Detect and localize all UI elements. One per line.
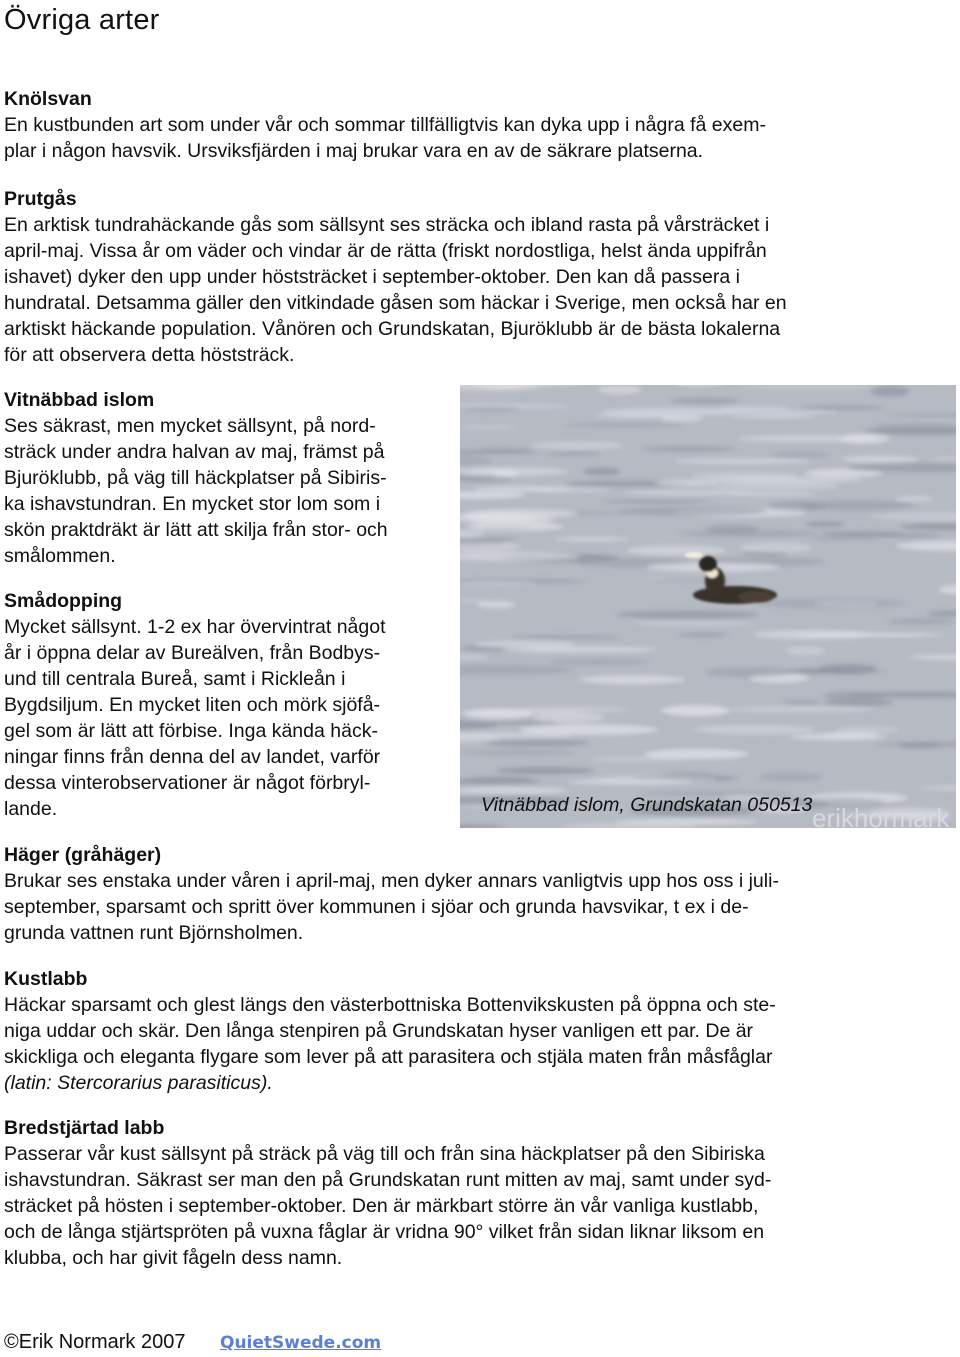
wave-highlight — [655, 480, 718, 486]
wave-highlight — [895, 497, 934, 501]
body-line: ishavet) dyker den upp under höststräcket i september-oktober. Den kan då passera i — [4, 266, 740, 288]
body-line: Passerar vår kust sällsynt på sträck på väg till och från sina häckplatser på den Sibiriska — [4, 1143, 765, 1165]
section-smadopping — [4, 588, 454, 822]
wave-highlight — [594, 414, 680, 417]
body-line: Mycket sällsynt. 1-2 ex har övervintrat något — [4, 616, 386, 638]
latin-name-line: (latin: Stercorarius parasiticus). — [4, 1072, 273, 1094]
body-line: niga uddar och skär. Den långa stenpiren på Grundskatan hyser vanligen ett par. De är — [4, 1020, 754, 1042]
section-heading: Bredstjärtad labb — [4, 1117, 165, 1139]
wave-highlight — [800, 405, 884, 410]
body-line: klubba, och har givit fågeln dess namn. — [4, 1247, 343, 1269]
wave-highlight — [661, 705, 730, 716]
section-kustlabb — [4, 966, 954, 1096]
body-line: ka ishavstundran. En mycket stor lom som i — [4, 493, 381, 515]
wave-highlight — [618, 507, 768, 516]
wave-highlight — [897, 742, 941, 749]
water-scene — [460, 385, 956, 828]
photo-caption: Vitnäbbad islom, Grundskatan 050513 — [481, 794, 813, 816]
wave-highlight — [756, 598, 906, 608]
wave-highlight — [674, 459, 811, 464]
wave-highlight — [799, 500, 915, 510]
wave-highlight — [460, 751, 576, 754]
section-prutgas — [4, 186, 954, 368]
section-vitnabbad-islom — [4, 387, 454, 569]
wave-highlight — [616, 610, 759, 618]
wave-highlight — [580, 675, 685, 684]
wave-highlight — [511, 635, 620, 639]
body-line: plar i någon havsvik. Ursviksfjärden i maj brukar vara en av de säkrare platserna. — [4, 140, 704, 162]
body-line: april-maj. Vissa år om väder och vindar är de rätta (friskt nordostliga, helst ända uppifrån — [4, 240, 767, 262]
body-line: lande. — [4, 798, 58, 820]
body-line: skickliga och eleganta flygare som lever på att parasitera och stjäla maten från måsfåglar — [4, 1046, 773, 1068]
wave-highlight — [670, 397, 740, 404]
body-line: gel som är lätt att förbise. Inga kända häck- — [4, 720, 378, 742]
loon-photo — [460, 385, 956, 828]
section-heading: Vitnäbbad islom — [4, 389, 155, 411]
wave-highlight — [531, 441, 624, 449]
wave-highlight — [602, 500, 709, 503]
body-line: Bygdsiljum. En mycket liten och mörk sjöfå- — [4, 694, 381, 716]
section-heading: Häger (gråhäger) — [4, 844, 162, 866]
section-heading: Kustlabb — [4, 968, 88, 990]
wave-highlight — [460, 426, 517, 429]
wave-highlight — [739, 385, 881, 388]
wave-highlight — [460, 476, 512, 483]
wave-highlight — [547, 451, 601, 455]
body-line: Ses säkrast, men mycket sällsynt, på nord- — [4, 415, 376, 437]
wave-highlight — [810, 536, 881, 540]
wave-highlight — [720, 406, 789, 410]
body-line: En arktisk tundrahäckande gås som sällsynt ses sträcka och ibland rasta på vårsträcket i — [4, 214, 770, 236]
body-line: sträck under andra halvan av maj, främst på — [4, 441, 385, 463]
body-line: sträcket på hösten i september-oktober. Den är märkbart större än vår vanliga kustlabb, — [4, 1195, 759, 1217]
wave-highlight — [727, 492, 816, 496]
wave-highlight — [495, 767, 594, 774]
wave-highlight — [705, 667, 793, 677]
section-heading: Smådopping — [4, 590, 123, 612]
body-line: smålommen. — [4, 545, 116, 567]
wave-highlight — [464, 509, 577, 518]
photo-watermark: erikhormark — [812, 803, 950, 828]
wave-highlight — [730, 415, 814, 419]
wave-highlight — [517, 706, 629, 712]
wave-highlight — [870, 386, 910, 396]
page-title: Övriga arter — [4, 4, 160, 36]
body-line: grunda vattnen runt Björnsholmen. — [4, 922, 304, 944]
wave-highlight — [566, 423, 684, 427]
body-line: Häckar sparsamt och glest längs den västerbottniska Bottenvikskusten på öppna och ste- — [4, 994, 776, 1016]
section-heading: Knölsvan — [4, 88, 92, 110]
section-knolsvan — [4, 86, 954, 164]
wave-highlight — [824, 732, 876, 738]
footer-copyright: ©Erik Normark 2007 — [4, 1331, 186, 1353]
wave-highlight — [533, 712, 606, 722]
wave-highlight — [821, 531, 904, 536]
body-line: och de långa stjärtspröten på vuxna fåglar är vridna 90° vilket från sidan liknar liksom en — [4, 1221, 765, 1243]
wave-highlight — [474, 641, 574, 648]
wave-highlight — [709, 476, 863, 483]
body-line: arktiskt häckande population. Vånören och Grundskatan, Bjuröklubb är de bästa lokalerna — [4, 318, 781, 340]
wave-highlight — [642, 446, 736, 451]
wave-highlight — [784, 700, 822, 705]
body-line: september, sparsamt och spritt över kommunen i sjöar och grunda havsvikar, t ex i de- — [4, 896, 749, 918]
wave-highlight — [738, 435, 877, 442]
body-line: und till centrala Bureå, samt i Rickleån i — [4, 668, 346, 690]
body-line: hundratal. Detsamma gäller den vitkindade gåsen som häckar i Sverige, men också har en — [4, 292, 787, 314]
wave-highlight — [465, 708, 534, 718]
wave-highlight — [819, 664, 878, 675]
section-hager — [4, 842, 954, 946]
wave-highlight — [635, 622, 752, 626]
section-bredstjartad-labb — [4, 1115, 954, 1271]
wave-highlight — [694, 725, 815, 735]
body-line: år i öppna delar av Bureälven, från Bodbys- — [4, 642, 381, 664]
wave-highlight — [472, 537, 518, 541]
section-heading: Prutgås — [4, 188, 77, 210]
wave-highlight — [476, 601, 516, 609]
wave-highlight — [474, 486, 571, 491]
wave-highlight — [740, 542, 812, 553]
body-line: Brukar ses enstaka under våren i april-maj, men dyker annars vanligtvis upp hos oss i juli- — [4, 870, 779, 892]
wave-highlight — [770, 451, 830, 458]
body-line: En kustbunden art som under vår och sommar tillfälligtvis kan dyka upp i några få exem- — [4, 114, 766, 136]
wave-highlight — [567, 779, 693, 784]
wave-highlight — [479, 447, 529, 452]
wave-highlight — [760, 772, 824, 782]
wave-highlight — [841, 456, 918, 462]
body-line: för att observera detta höststräck. — [4, 344, 295, 366]
body-line: skön praktdräkt är lätt att skilja från stor- och — [4, 519, 388, 541]
wave-highlight — [469, 776, 532, 782]
body-line: Bjuröklubb, på väg till häckplatser på Sibiris- — [4, 467, 387, 489]
wave-highlight — [548, 658, 649, 665]
wave-highlight — [583, 467, 620, 475]
wave-highlight — [591, 757, 687, 761]
wave-highlight — [484, 739, 589, 747]
wave-highlight — [784, 646, 825, 655]
body-line: ishavstundran. Säkrast ser man den på Grundskatan runt mitten av maj, samt under syd- — [4, 1169, 772, 1191]
wave-highlight — [753, 630, 873, 639]
wave-highlight — [888, 618, 954, 625]
wave-highlight — [805, 521, 844, 528]
wave-highlight — [678, 633, 728, 638]
wave-highlight — [626, 545, 727, 555]
wave-highlight — [554, 537, 629, 541]
footer-link[interactable]: QuietSwede.com — [220, 1333, 382, 1353]
wave-highlight — [482, 721, 560, 724]
wave-highlight — [729, 706, 875, 712]
body-line: dessa vinterobservationer är något förbryl- — [4, 772, 371, 794]
wave-highlight — [598, 385, 641, 394]
body-line: ningar finns från denna del av landet, varför — [4, 746, 381, 768]
wave-highlight — [680, 530, 819, 538]
